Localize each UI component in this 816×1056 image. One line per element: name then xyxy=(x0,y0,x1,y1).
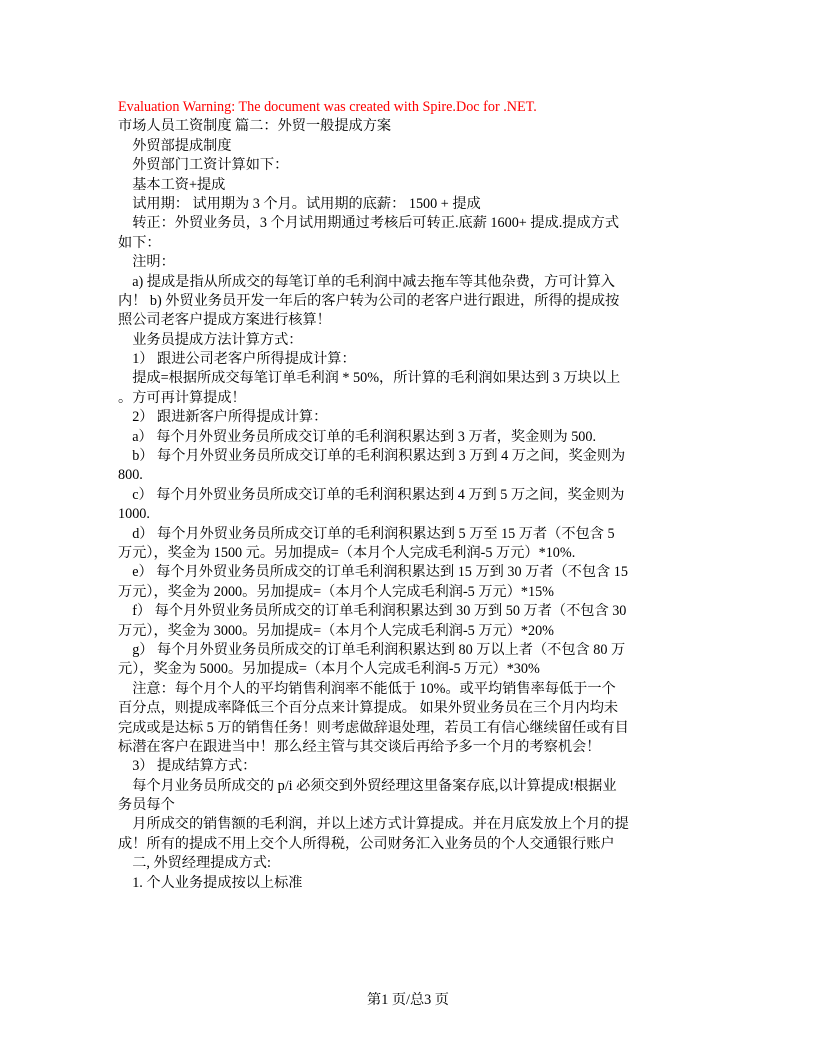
text-line: 提成=根据所成交每笔订单毛利润 * 50%，所计算的毛利润如果达到 3 万块以上 xyxy=(118,370,621,387)
page-footer: 第1 页/总3 页 xyxy=(367,992,449,1008)
text-line: 标潜在客户在跟进当中！那么经主管与其交谈后再给予多一个月的考察机会！ xyxy=(118,738,601,755)
text-line: 成！所有的提成不用上交个人所得税，公司财务汇入业务员的个人交通银行账户 xyxy=(118,835,615,852)
text-line: 市场人员工资制度 篇二：外贸一般提成方案 xyxy=(118,118,392,135)
text-line: c） 每个月外贸业务员所成交订单的毛利润积累达到 4 万到 5 万之间，奖金则为 xyxy=(118,486,625,503)
text-line: 1000. xyxy=(118,506,150,523)
text-line: 外贸部门工资计算如下： xyxy=(118,157,289,174)
text-line: 每个月业务员所成交的 p/i 必须交到外贸经理这里备案存底,以计算提成!根据业 xyxy=(118,777,617,794)
document-body xyxy=(118,98,694,893)
text-line: b） 每个月外贸业务员所成交订单的毛利润积累达到 3 万到 4 万之间，奖金则为 xyxy=(118,448,626,465)
text-line: 基本工资+提成 xyxy=(118,176,226,193)
text-line: 务员每个 xyxy=(118,797,175,814)
text-line: 转正：外贸业务员，3 个月试用期通过考核后可转正.底薪 1600+ 提成.提成方式 xyxy=(118,215,620,232)
text-line: 1. 个人业务提成按以上标准 xyxy=(118,874,303,891)
text-line: 二, 外贸经理提成方式: xyxy=(118,855,271,872)
evaluation-warning: Evaluation Warning: The document was created with Spire.Doc for .NET. xyxy=(118,99,537,115)
text-line: 800. xyxy=(118,467,143,484)
text-line: e） 每个月外贸业务员所成交的订单毛利润积累达到 15 万到 30 万者（不包含 15 xyxy=(118,564,628,581)
text-line: 3） 提成结算方式： xyxy=(118,758,257,775)
text-line: 百分点，则提成率降低三个百分点来计算提成。 如果外贸业务员在三个月内均未 xyxy=(118,700,619,717)
text-line: d） 每个月外贸业务员所成交订单的毛利润积累达到 5 万至 15 万者（不包含 5 xyxy=(118,525,615,542)
text-line: 注明： xyxy=(118,254,175,271)
text-line: 万元），奖金为 1500 元。另加提成=（本月个人完成毛利润-5 万元）*10%. xyxy=(118,544,576,561)
text-line: 万元），奖金为 3000。另加提成=（本月个人完成毛利润-5 万元）*20% xyxy=(118,622,554,639)
text-line: 。方可再计算提成！ xyxy=(118,389,246,406)
text-line: 如下： xyxy=(118,234,161,251)
text-line: 外贸部提成制度 xyxy=(118,137,232,154)
text-line: 注意：每个月个人的平均销售利润率不能低于 10%。或平均销售率每低于一个 xyxy=(118,680,616,697)
text-line: 万元），奖金为 2000。另加提成=（本月个人完成毛利润-5 万元）*15% xyxy=(118,583,554,600)
text-line: 2） 跟进新客户所得提成计算： xyxy=(118,409,328,426)
text-line: 试用期： 试用期为 3 个月。试用期的底薪： 1500 + 提成 xyxy=(118,195,481,212)
text-line: 内！ b) 外贸业务员开发一年后的客户转为公司的老客户进行跟进，所得的提成按 xyxy=(118,292,620,309)
text-line: g） 每个月外贸业务员所成交的订单毛利润积累达到 80 万以上者（不包含 80 万 xyxy=(118,641,626,658)
text-line: 月所成交的销售额的毛利润，并以上述方式计算提成。并在月底发放上个月的提 xyxy=(118,816,629,833)
text-line: 业务员提成方法计算方式： xyxy=(118,331,303,348)
text-line: f） 每个月外贸业务员所成交的订单毛利润积累达到 30 万到 50 万者（不包含 30 xyxy=(118,603,627,620)
text-line: 完成或是达标 5 万的销售任务！则考虑做辞退处理，若员工有信心继续留任或有目 xyxy=(118,719,629,736)
text-line: a) 提成是指从所成交的每笔订单的毛利润中减去拖车等其他杂费，方可计算入 xyxy=(118,273,615,290)
text-line: 照公司老客户提成方案进行核算！ xyxy=(118,312,331,329)
text-line: 1） 跟进公司老客户所得提成计算： xyxy=(118,351,356,368)
text-line: a） 每个月外贸业务员所成交订单的毛利润积累达到 3 万者，奖金则为 500. xyxy=(118,428,597,445)
text-line: 元），奖金为 5000。另加提成=（本月个人完成毛利润-5 万元）*30% xyxy=(118,661,540,678)
